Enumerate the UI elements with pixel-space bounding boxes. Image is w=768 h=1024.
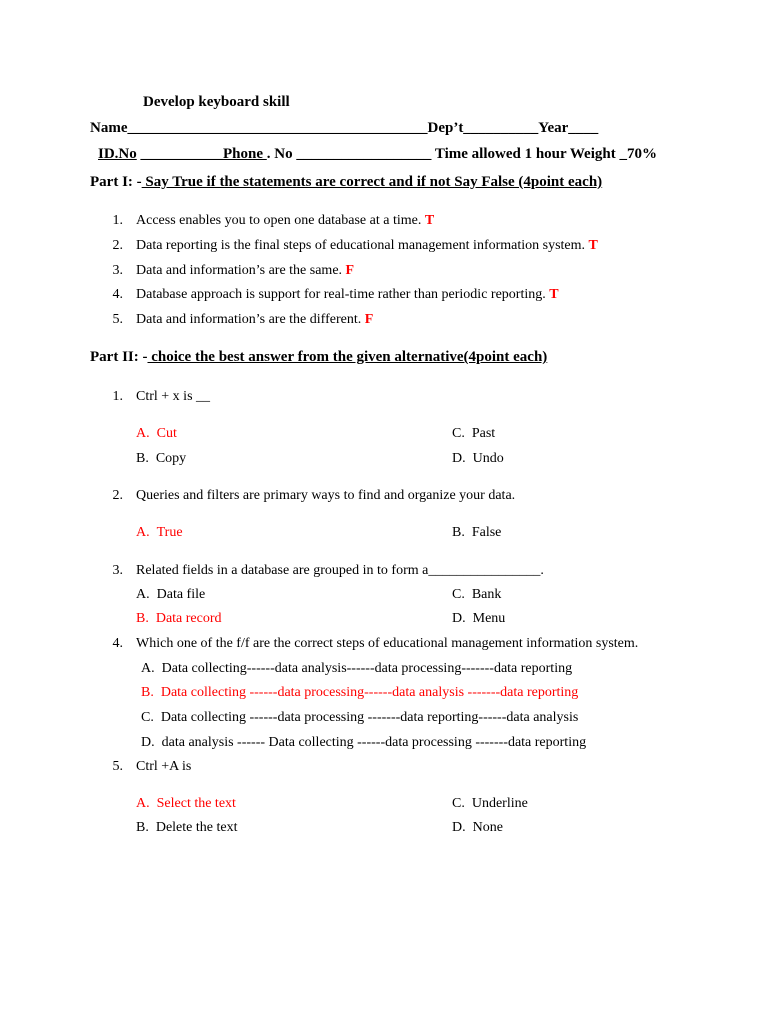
id-phone-time-line [98, 146, 657, 163]
question-number: 3. [112, 563, 123, 578]
option-b: B. Delete the text [136, 820, 238, 835]
question-text: Which one of the f/f are the correct steps of educational management information system. [136, 636, 639, 651]
option-a: A. Data file [136, 587, 206, 602]
id-label: ID.No [98, 146, 137, 162]
part2-prefix: Part II: - [90, 349, 148, 365]
question-text: Ctrl + x is __ [136, 389, 211, 404]
answer-mark: T [424, 213, 435, 228]
option-d: D. Undo [452, 451, 504, 466]
question-number: 5. [112, 759, 123, 774]
option-a: A. Data collecting------data analysis------data processing-------data reporting [141, 661, 573, 676]
item-text: Data reporting is the final steps of educational management information system. T [136, 238, 598, 253]
phone-blank: __________________ [292, 146, 432, 162]
option-c: C. Past [452, 426, 496, 441]
document-title: Develop keyboard skill [143, 94, 290, 110]
part2-heading [90, 349, 547, 366]
answer-mark: F [364, 312, 374, 327]
option-b: B. Data collecting ------data processing------data analysis -------data reporting [141, 685, 579, 700]
item-number: 3. [112, 263, 123, 278]
question-text: Ctrl +A is [136, 759, 192, 774]
question-number: 4. [112, 636, 123, 651]
name-dept-year-line: Name________________________________________Dep’t__________Year____ [90, 120, 599, 136]
part2-title: choice the best answer from the given alternative(4point each) [147, 349, 548, 365]
item-text: Data and information’s are the different. F [136, 312, 374, 327]
answer-mark: T [549, 287, 559, 302]
part1-title: Say True if the statements are correct and if not Say False (4point each) [141, 174, 603, 190]
option-a: A. Select the text [136, 796, 236, 811]
option-b: B. Copy [136, 451, 187, 466]
id-blank: ___________ [136, 146, 224, 162]
question-number: 1. [112, 389, 123, 404]
part1-prefix: Part I: - [90, 174, 142, 190]
item-number: 4. [112, 287, 123, 302]
option-d: D. None [452, 820, 503, 835]
phone-label: Phone [223, 146, 267, 162]
part1-heading [90, 174, 602, 191]
item-number: 2. [112, 238, 123, 253]
option-a: A. Cut [136, 426, 177, 441]
option-c: C. Data collecting ------data processing -------data reporting------data analysis [141, 710, 579, 725]
question-text: Queries and filters are primary ways to find and organize your data. [136, 488, 516, 503]
item-number: 1. [112, 213, 123, 228]
option-a: A. True [136, 525, 183, 540]
answer-mark: F [345, 263, 355, 278]
question-number: 2. [112, 488, 123, 503]
item-text: Access enables you to open one database at a time. T [136, 213, 435, 228]
answer-mark: T [588, 238, 598, 253]
option-b: B. Data record [136, 611, 222, 626]
option-d: D. data analysis ------ Data collecting ------data processing -------data reporting [141, 735, 587, 750]
dot-no: . No [266, 146, 293, 162]
option-b: B. False [452, 525, 502, 540]
item-text: Database approach is support for real-time rather than periodic reporting. T [136, 287, 559, 302]
option-c: C. Bank [452, 587, 502, 602]
option-d: D. Menu [452, 611, 506, 626]
option-c: C. Underline [452, 796, 528, 811]
item-number: 5. [112, 312, 123, 327]
time-weight: Time allowed 1 hour Weight _70% [431, 146, 657, 162]
question-text: Related fields in a database are grouped in to form a________________. [136, 563, 544, 578]
item-text: Data and information’s are the same. F [136, 263, 355, 278]
